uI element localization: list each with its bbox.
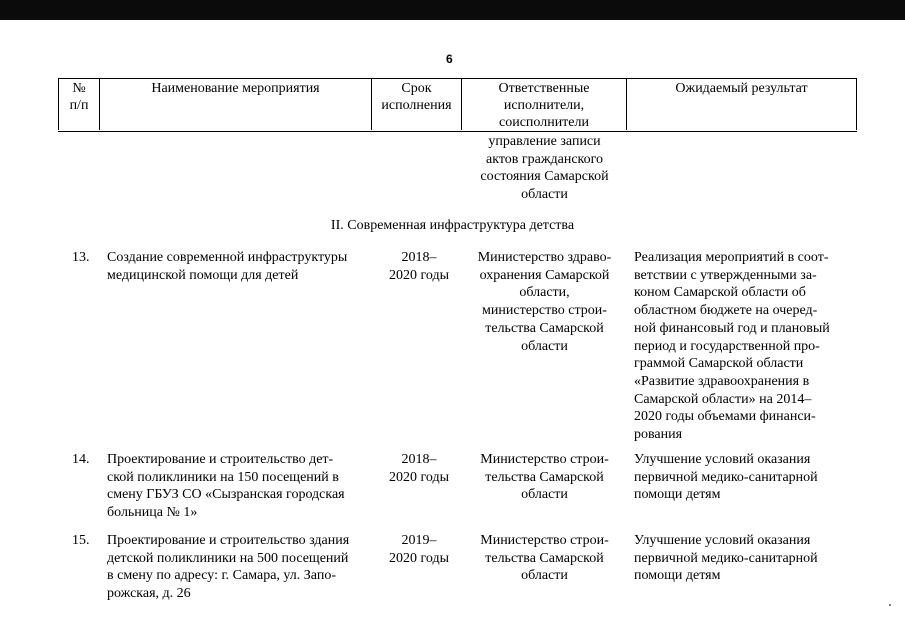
header-result-label: Ожидаемый результат [675,81,808,96]
header-num-label: № п/п [69,81,89,113]
row-number: 15. [72,533,90,548]
row-result: Реализация мероприятий в соот- ветствии с утвержденными за- коном Самарской области об областном бюджете на очеред- ной финансовый год и плановый период и государственной про- граммой Самарской области «Развитие здравоохранения в Самарской области» на 2014– 2020 годы объемами финанси- рования [634,250,830,443]
row-term: 2018– 2020 годы [388,452,450,485]
section-title: II. Современная инфраструктура детства [330,218,575,233]
page-number: 6 [446,52,453,66]
row-term: 2018– 2020 годы [388,250,450,283]
row-responsible: Министерство строи- тельства Самарской области [480,533,609,584]
row-number: 13. [72,250,90,265]
scan-top-border [0,0,905,20]
header-rule [58,78,857,132]
row-name: Проектирование и строительство дет- ской поликлиники на 150 посещений в смену ГБУЗ СО «Сызранская городская больница № 1» [107,452,345,521]
row-term: 2019– 2020 годы [388,533,450,566]
continuation-responsible: управление записи актов гражданского состояния Самарской области [480,134,609,203]
row-name: Проектирование и строительство здания детской поликлиники на 500 посещений в смену по адресу: г. Самара, ул. Запо- рожская, д. 26 [107,533,350,602]
row-result: Улучшение условий оказания первичной медико-санитарной помощи детям [634,533,818,584]
row-responsible: Министерство здраво- охранения Самарской области, министерство строи- тельства Самарской области [477,250,612,354]
row-result: Улучшение условий оказания первичной медико-санитарной помощи детям [634,452,818,503]
row-name: Создание современной инфраструктуры медицинской помощи для детей [107,250,348,283]
scan-speck [889,604,891,606]
header-name-label: Наименование мероприятия [151,81,320,96]
row-responsible: Министерство строи- тельства Самарской области [480,452,609,503]
header-term-label: Срок исполнения [381,81,452,113]
header-responsible-label: Ответственные исполнители, соисполнители [498,81,590,130]
row-number: 14. [72,452,90,467]
